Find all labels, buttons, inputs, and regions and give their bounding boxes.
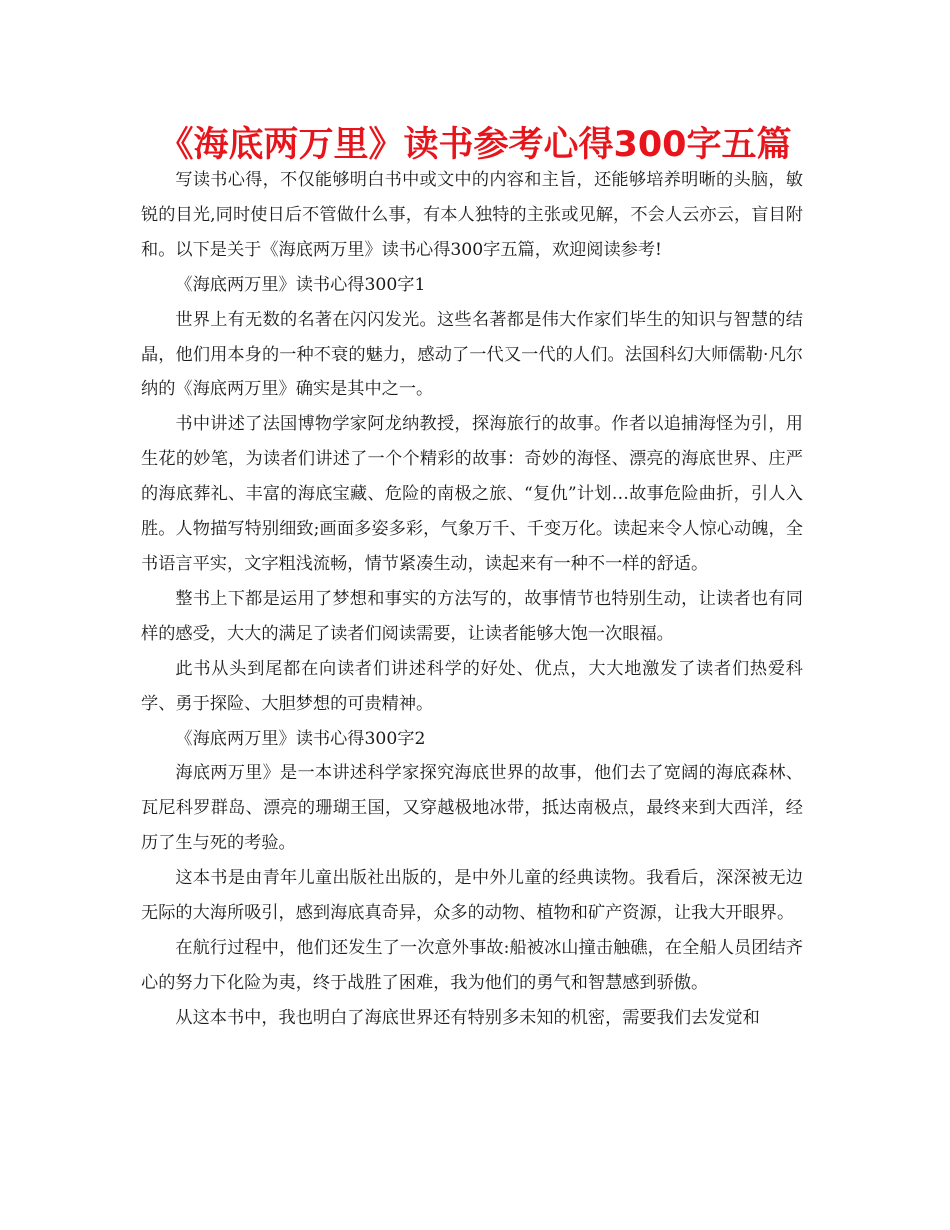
section-heading-2: 《海底两万里》读书心得300字2 bbox=[175, 728, 426, 749]
paragraph: 从这本书中，我也明白了海底世界还有特别多未知的机密，需要我们去发觉和 bbox=[175, 1007, 760, 1028]
paragraph: 此书从头到尾都在向读者们讲述科学的好处、优点，大大地激发了读者们热爱科学、勇于探险、大胆梦想的可贵精神。 bbox=[141, 658, 803, 714]
document-title: 《海底两万里》读书参考心得300字五篇 bbox=[158, 125, 792, 165]
document-body bbox=[141, 163, 803, 1036]
paragraph: 这本书是由青年儿童出版社出版的，是中外儿童的经典读物。我看后，深深被无边无际的大海所吸引，感到海底真奇异，众多的动物、植物和矿产资源，让我大开眼界。 bbox=[141, 868, 803, 924]
paragraph: 在航行过程中，他们还发生了一次意外事故:船被冰山撞击触礁，在全船人员团结齐心的努力下化险为夷，终于战胜了困难，我为他们的勇气和智慧感到骄傲。 bbox=[141, 937, 803, 993]
paragraph: 书中讲述了法国博物学家阿龙纳教授，探海旅行的故事。作者以追捕海怪为引，用生花的妙笔，为读者们讲述了一个个精彩的故事：奇妙的海怪、漂亮的海底世界、庄严的海底葬礼、丰富的海底宝藏、危险的南极之旅、“复仇”计划…故事危险曲折，引人入胜。人物描写特别细致;画面多姿多彩，气象万千、千变万化。读起来令人惊心动魄，全书语言平实，文字粗浅流畅，情节紧凑生动，读起来有一种不一样的舒适。 bbox=[141, 414, 803, 574]
paragraph: 海底两万里》是一本讲述科学家探究海底世界的故事，他们去了宽阔的海底森林、瓦尼科罗群岛、漂亮的珊瑚王国，又穿越极地冰带，抵达南极点，最终来到大西洋，经历了生与死的考验。 bbox=[141, 763, 803, 854]
paragraph-intro: 写读书心得，不仅能够明白书中或文中的内容和主旨，还能够培养明晰的头脑，敏锐的目光,同时使日后不管做什么事，有本人独特的主张或见解，不会人云亦云，盲目附和。以下是关于《海底两万里》读书心得300字五篇，欢迎阅读参考! bbox=[141, 170, 803, 260]
paragraph: 世界上有无数的名著在闪闪发光。这些名著都是伟大作家们毕生的知识与智慧的结晶，他们用本身的一种不衰的魅力，感动了一代又一代的人们。法国科幻大师儒勒·凡尔纳的《海底两万里》确实是其中之一。 bbox=[141, 309, 803, 400]
section-heading-1: 《海底两万里》读书心得300字1 bbox=[175, 274, 426, 295]
paragraph: 整书上下都是运用了梦想和事实的方法写的，故事情节也特别生动，让读者也有同样的感受，大大的满足了读者们阅读需要，让读者能够大饱一次眼福。 bbox=[141, 588, 803, 644]
